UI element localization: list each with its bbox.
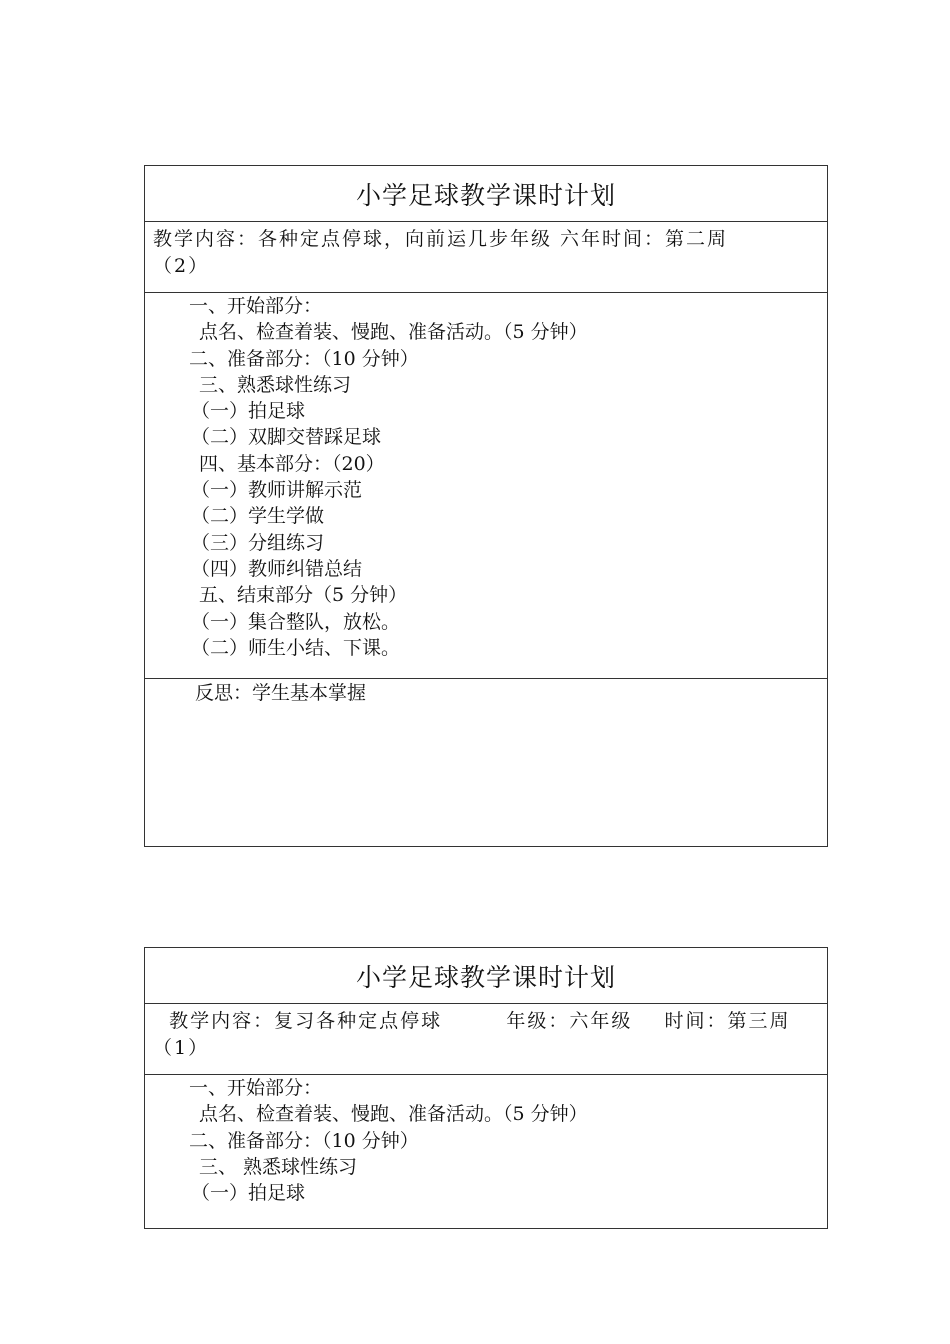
teaching-content-text-cont: （1）	[153, 1037, 210, 1059]
plan-title-row	[145, 948, 827, 1004]
reflection-row	[145, 679, 827, 707]
step-line: （二）学生学做	[191, 505, 325, 528]
step-line: 三、熟悉球性练习	[199, 373, 352, 396]
teaching-content-text: 教学内容：各种定点停球，向前运几步年级 六年时间：第二周	[153, 228, 729, 250]
step-line: 五、结束部分（5 分钟）	[199, 584, 408, 607]
plan-title: 小学足球教学课时计划	[355, 180, 616, 210]
plan-title-row	[145, 166, 827, 222]
step-line: 点名、检查着装、慢跑、准备活动。（5 分钟）	[199, 321, 588, 344]
lesson-steps-row	[145, 1075, 827, 1228]
step-line: 一、开始部分：	[189, 1077, 323, 1099]
step-line: （四）教师纠错总结	[191, 557, 363, 580]
teaching-content-row	[145, 1004, 827, 1075]
step-line: （一）拍足球	[191, 1182, 306, 1205]
step-line: （二）双脚交替踩足球	[191, 426, 382, 449]
step-line: （一）拍足球	[191, 400, 306, 423]
step-line: 三、 熟悉球性练习	[199, 1155, 358, 1178]
step-line: 二、准备部分：（10 分钟）	[189, 347, 419, 370]
step-line: 二、准备部分：（10 分钟）	[189, 1129, 419, 1152]
step-line: 一、开始部分：	[189, 295, 323, 317]
teaching-content-row	[145, 222, 827, 293]
lesson-plan-table	[144, 947, 828, 1229]
step-line: （一）集合整队，放松。	[191, 610, 401, 633]
reflection-text: 反思：学生基本掌握	[195, 682, 367, 704]
step-line: （三）分组练习	[191, 531, 325, 554]
teaching-content-text: 教学内容：复习各种定点停球 年级：六年级 时间：第三周	[153, 1010, 791, 1032]
lesson-plan-table	[144, 165, 828, 847]
step-line: 点名、检查着装、慢跑、准备活动。（5 分钟）	[199, 1103, 588, 1126]
plan-title: 小学足球教学课时计划	[355, 962, 616, 992]
step-line: （一）教师讲解示范	[191, 479, 363, 502]
lesson-steps-row	[145, 293, 827, 679]
teaching-content-text-cont: （2）	[153, 255, 210, 277]
step-line: 四、基本部分：（20）	[199, 452, 385, 475]
step-line: （二）师生小结、下课。	[191, 636, 401, 659]
